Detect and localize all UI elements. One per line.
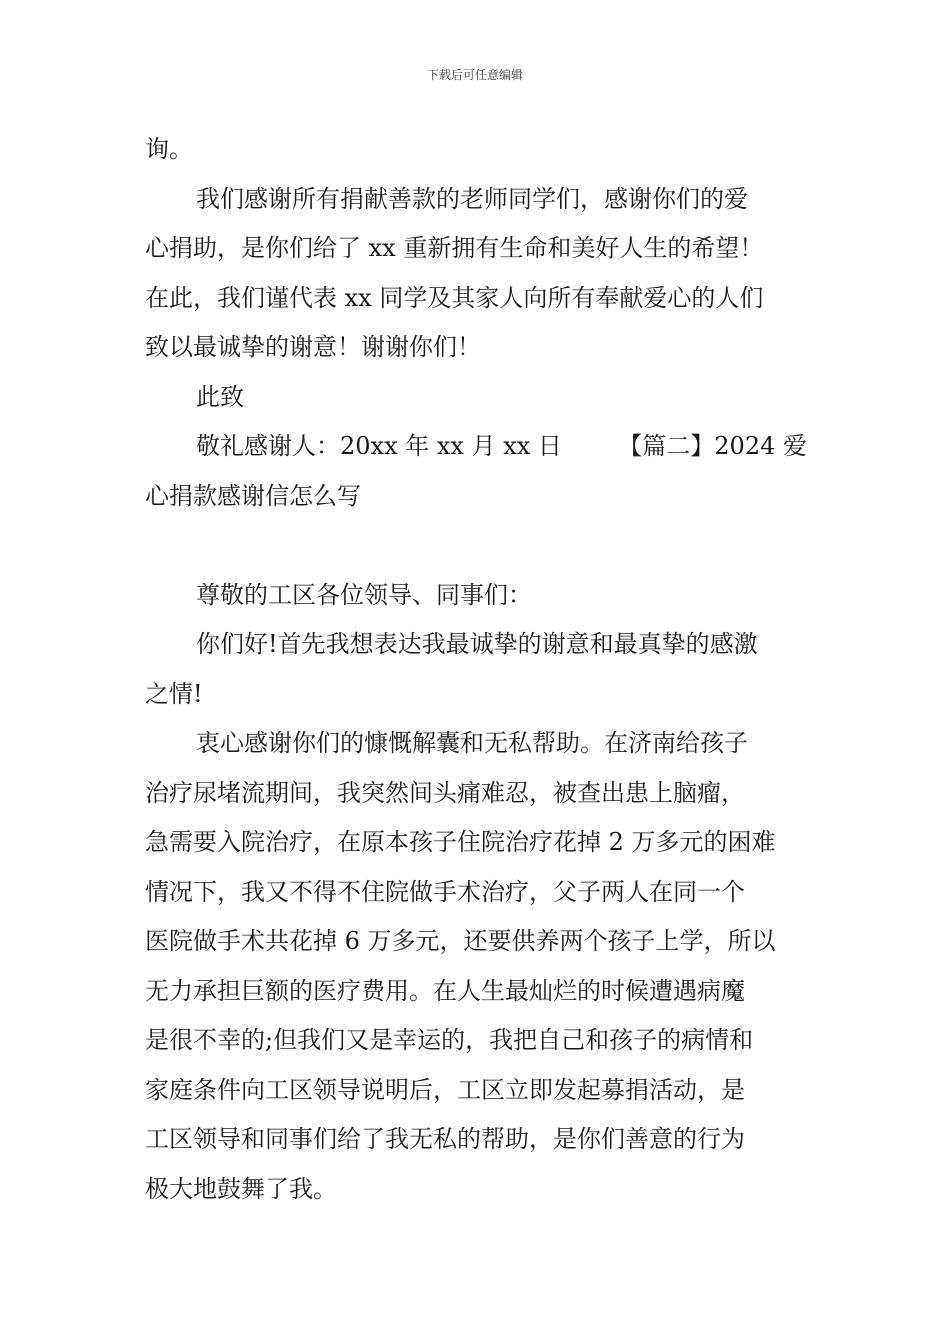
document-body [145, 125, 807, 1214]
signature-text: 敬礼感谢人：20xx 年 xx 月 xx 日 [196, 432, 562, 460]
paragraph-hello: 你们好!首先我想表达我最诚挚的谢意和最真挚的感激 [196, 630, 758, 658]
paragraph-thanks-start: 我们感谢所有捐献善款的老师同学们，感谢你们的爱 [196, 184, 748, 213]
paragraph-gratitude: 衷心感谢你们的慷慨解囊和无私帮助。在济南给孩子 [196, 729, 748, 757]
text-line: 治疗尿堵流期间，我突然间头痛难忍，被查出患上脑瘤， [145, 778, 745, 807]
text-line: 医院做手术共花掉 6 万多元，还要供养两个孩子上学，所以 [145, 927, 776, 955]
text-line: 致以最诚挚的谢意！谢谢你们！ [145, 333, 481, 361]
section-two-title-end: 心捐款感谢信怎么写 [145, 481, 361, 510]
blank-line [145, 521, 807, 571]
greeting-line: 尊敬的工区各位领导、同事们： [196, 580, 532, 609]
text-line: 在此，我们谨代表 xx 同学及其家人向所有奉献爱心的人们 [145, 283, 764, 312]
closing-salutation: 此致 [196, 382, 244, 411]
text-line: 是很不幸的;但我们又是幸运的，我把自己和孩子的病情和 [145, 1026, 754, 1054]
text-line: 心捐助，是你们给了 xx 重新拥有生命和美好人生的希望！ [145, 234, 764, 262]
page-header-note: 下载后可任意编辑 [426, 68, 523, 82]
text-line: 极大地鼓舞了我。 [145, 1174, 337, 1203]
text-line: 情况下，我又不得不住院做手术治疗，父子两人在同一个 [145, 877, 745, 906]
text-line: 无力承担巨额的医疗费用。在人生最灿烂的时候遭遇病魔 [145, 976, 745, 1005]
text-line: 急需要入院治疗，在原本孩子住院治疗花掉 2 万多元的困难 [145, 828, 776, 856]
text-line: 之情! [145, 679, 203, 708]
text-line: 工区领导和同事们给了我无私的帮助，是你们善意的行为 [145, 1125, 745, 1153]
text-line: 家庭条件向工区领导说明后，工区立即发起募捐活动，是 [145, 1075, 745, 1104]
signature-line [145, 422, 807, 472]
text-line: 询。 [145, 135, 193, 163]
section-two-title-start: 【篇二】2024 爱 [618, 432, 807, 460]
